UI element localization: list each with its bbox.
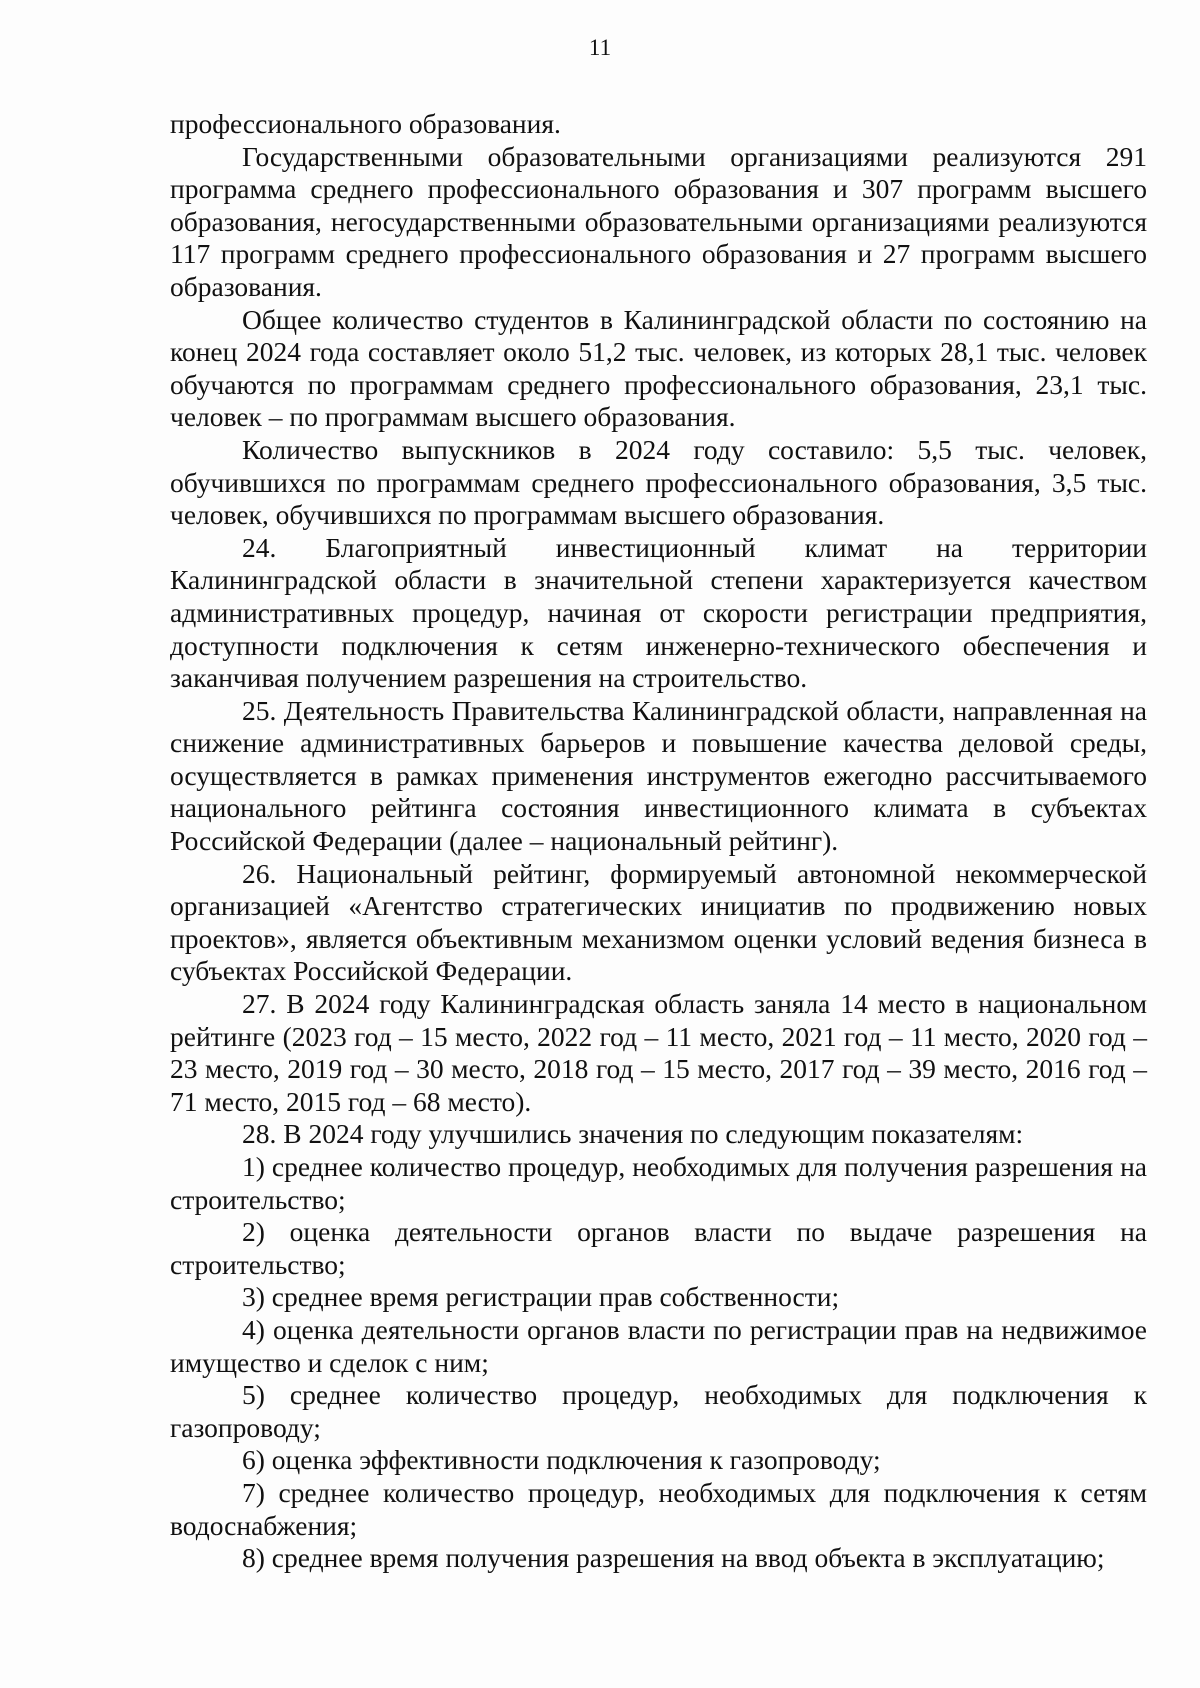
paragraph-continuation: профессионального образования.: [170, 108, 561, 139]
list-item-1: 1) среднее количество процедур, необходимых для получения разрешения на строительство;: [170, 1151, 1147, 1215]
paragraph-programs: Государственными образовательными организациями реализуются 291 программа среднего профессионального образования и 307 программ высшего образования, негосударственными образовательными организациями реализуются 117 программ среднего профессионального образования и 27 программ высшего образования.: [170, 140, 1147, 302]
paragraph-students: Общее количество студентов в Калининградской области по состоянию на конец 2024 года составляет около 51,2 тыс. человек, из которых 28,1 тыс. человек обучаются по программам среднего профессионального образования, 23,1 тыс. человек – по программам высшего образования.: [170, 303, 1147, 433]
paragraph-graduates: Количество выпускников в 2024 году составило: 5,5 тыс. человек, обучившихся по программам среднего профессионального образования, 3,5 тыс. человек, обучившихся по программам высшего образования.: [170, 433, 1147, 531]
list-item-5: 5) среднее количество процедур, необходимых для подключения к газопроводу;: [170, 1379, 1147, 1443]
page-number: 11: [588, 35, 612, 60]
list-item-3: 3) среднее время регистрации прав собственности;: [242, 1281, 840, 1313]
paragraph-item-26: 26. Национальный рейтинг, формируемый автономной некоммерческой организацией «Агентство стратегических инициатив по продвижению новых проектов», является объективным механизмом оценки условий ведения бизнеса в субъектах Российской Федерации.: [170, 857, 1147, 987]
list-item-8: 8) среднее время получения разрешения на ввод объекта в эксплуатацию;: [242, 1542, 1105, 1574]
list-item-2: 2) оценка деятельности органов власти по выдаче разрешения на строительство;: [170, 1216, 1147, 1280]
list-item-4: 4) оценка деятельности органов власти по регистрации прав на недвижимое имущество и сделок с ним;: [170, 1313, 1147, 1378]
paragraph-item-25: 25. Деятельность Правительства Калининградской области, направленная на снижение административных барьеров и повышение качества деловой среды, осуществляется в рамках применения инструментов ежегодно рассчитываемого национального рейтинга состояния инвестиционного климата в субъектах Российской Федерации (далее – национальный рейтинг).: [170, 694, 1147, 857]
paragraph-item-27: 27. В 2024 году Калининградская область заняла 14 место в национальном рейтинге (2023 год – 15 место, 2022 год – 11 место, 2021 год – 11 место, 2020 год – 23 место, 2019 год – 30 место, 2018 год – 15 место, 2017 год – 39 место, 2016 год – 71 место, 2015 год – 68 место).: [170, 988, 1147, 1117]
list-item-6: 6) оценка эффективности подключения к газопроводу;: [242, 1444, 881, 1476]
list-item-7: 7) среднее количество процедур, необходимых для подключения к сетям водоснабжения;: [170, 1476, 1147, 1541]
paragraph-item-24: 24. Благоприятный инвестиционный климат на территории Калининградской области в значительной степени характеризуется качеством административных процедур, начиная от скорости регистрации предприятия, доступности подключения к сетям инженерно-технического обеспечения и заканчивая получением разрешения на строительство.: [170, 531, 1147, 694]
document-body: [170, 108, 1147, 1575]
paragraph-item-28: 28. В 2024 году улучшились значения по следующим показателям:: [242, 1118, 1024, 1150]
